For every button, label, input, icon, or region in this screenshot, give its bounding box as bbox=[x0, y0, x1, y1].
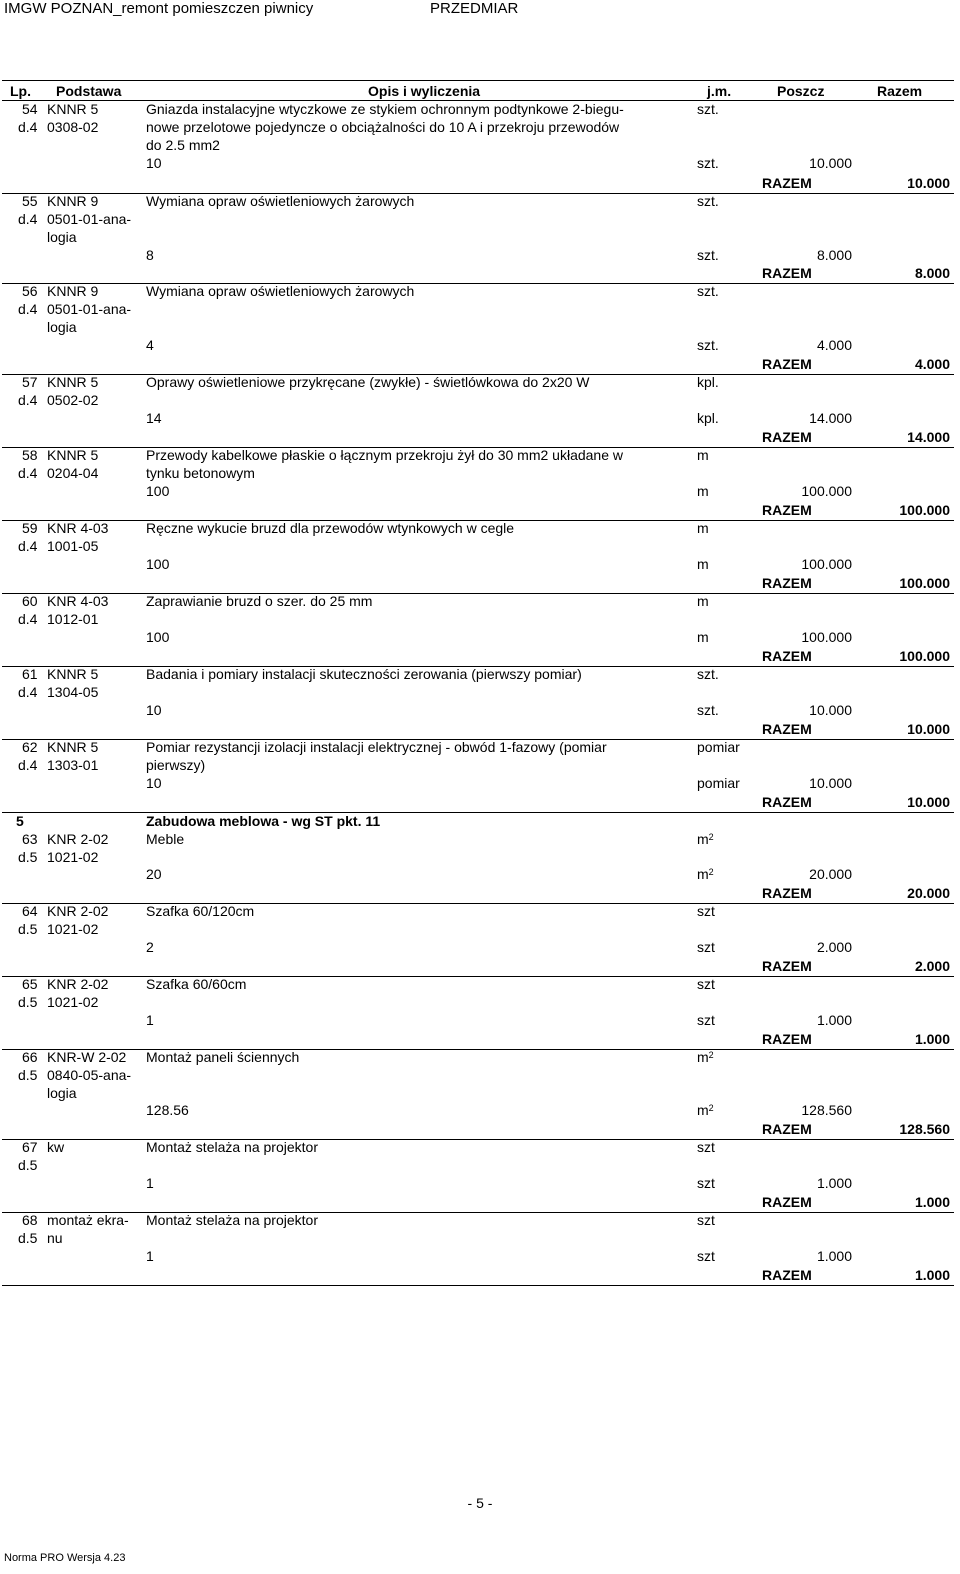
row-basis-cont: logia bbox=[47, 319, 77, 335]
row-basis: KNNR 5 bbox=[47, 374, 99, 390]
row-lp-dept: d.4 bbox=[18, 684, 38, 700]
row-description-line: Szafka 60/120cm bbox=[146, 903, 255, 919]
row-description-line: Wymiana opraw oświetleniowych żarowych bbox=[146, 193, 415, 209]
row-unit: szt bbox=[697, 1212, 715, 1228]
row-razem-label: RAZEM bbox=[762, 265, 812, 281]
row-lp: 65 bbox=[22, 976, 38, 992]
row-description-line: Przewody kabelkowe płaskie o łącznym przekroju żył do 30 mm2 układane w bbox=[146, 447, 623, 463]
row-basis-code: 0502-02 bbox=[47, 392, 99, 408]
row-quantity-expr: 8 bbox=[146, 247, 154, 263]
row-basis: KNR 2-02 bbox=[47, 831, 109, 847]
row-poszcz-value: 10.000 bbox=[809, 702, 852, 718]
row-basis: kw bbox=[47, 1139, 65, 1155]
row-razem-value: 100.000 bbox=[899, 575, 950, 591]
row-basis: KNR 4-03 bbox=[47, 593, 109, 609]
row-basis-code: nu bbox=[47, 1230, 63, 1246]
row-poszcz-value: 128.560 bbox=[801, 1102, 852, 1118]
row-unit: m bbox=[697, 520, 709, 536]
row-separator bbox=[2, 812, 954, 813]
row-razem-value: 1.000 bbox=[914, 1031, 950, 1047]
row-description-line: Montaż paneli ściennych bbox=[146, 1049, 300, 1065]
unit-superscript: 2 bbox=[708, 1103, 714, 1113]
section-title: Zabudowa meblowa - wg ST pkt. 11 bbox=[146, 813, 381, 829]
section-number: 5 bbox=[16, 813, 24, 829]
row-lp: 64 bbox=[22, 903, 38, 919]
row-razem-value: 128.560 bbox=[899, 1121, 950, 1137]
row-separator bbox=[2, 593, 954, 594]
row-lp-dept: d.5 bbox=[18, 1067, 38, 1083]
row-razem-label: RAZEM bbox=[762, 1267, 812, 1283]
row-description-line: pierwszy) bbox=[146, 757, 206, 773]
row-lp: 61 bbox=[22, 666, 38, 682]
row-poszcz-value: 10.000 bbox=[809, 775, 852, 791]
row-separator bbox=[2, 193, 954, 194]
row-poszcz-value: 8.000 bbox=[816, 247, 852, 263]
row-razem-label: RAZEM bbox=[762, 429, 812, 445]
row-description-line: tynku betonowym bbox=[146, 465, 255, 481]
row-basis-code: 0308-02 bbox=[47, 119, 99, 135]
row-lp-dept: d.5 bbox=[18, 1230, 38, 1246]
row-poszcz-value: 100.000 bbox=[801, 556, 852, 572]
row-quantity-unit: szt. bbox=[697, 247, 719, 263]
row-poszcz-value: 1.000 bbox=[816, 1175, 852, 1191]
document-type: PRZEDMIAR bbox=[430, 0, 519, 17]
row-basis: KNNR 5 bbox=[47, 447, 99, 463]
row-quantity-expr: 1 bbox=[146, 1175, 154, 1191]
row-basis: KNNR 5 bbox=[47, 101, 99, 117]
unit-superscript: 2 bbox=[708, 832, 714, 842]
row-quantity-unit: szt. bbox=[697, 337, 719, 353]
row-lp-dept: d.4 bbox=[18, 611, 38, 627]
col-header-razem: Razem bbox=[877, 83, 923, 99]
row-description-line: Gniazda instalacyjne wtyczkowe ze stykiem ochronnym podtynkowe 2-biegu- bbox=[146, 101, 624, 117]
row-basis: KNNR 9 bbox=[47, 283, 99, 299]
row-basis: KNR-W 2-02 bbox=[47, 1049, 127, 1065]
row-lp-dept: d.4 bbox=[18, 465, 38, 481]
row-description-line: Pomiar rezystancji izolacji instalacji elektrycznej - obwód 1-fazowy (pomiar bbox=[146, 739, 607, 755]
row-quantity-expr: 128.56 bbox=[146, 1102, 189, 1118]
unit-superscript: 2 bbox=[708, 1050, 714, 1060]
row-basis: KNR 4-03 bbox=[47, 520, 109, 536]
row-razem-value: 4.000 bbox=[914, 356, 950, 372]
row-razem-value: 20.000 bbox=[907, 885, 950, 901]
row-razem-value: 10.000 bbox=[907, 175, 950, 191]
row-poszcz-value: 1.000 bbox=[816, 1012, 852, 1028]
row-description-line: Szafka 60/60cm bbox=[146, 976, 247, 992]
row-razem-value: 8.000 bbox=[914, 265, 950, 281]
row-basis-code: 1021-02 bbox=[47, 994, 99, 1010]
row-quantity-expr: 1 bbox=[146, 1248, 154, 1264]
row-razem-value: 1.000 bbox=[914, 1267, 950, 1283]
row-lp-dept: d.5 bbox=[18, 1157, 38, 1173]
row-unit: m bbox=[697, 593, 709, 609]
row-unit: kpl. bbox=[697, 374, 719, 390]
row-basis: KNR 2-02 bbox=[47, 903, 109, 919]
row-basis: montaż ekra- bbox=[47, 1212, 129, 1228]
row-basis-code: 1021-02 bbox=[47, 921, 99, 937]
row-quantity-unit: m bbox=[697, 556, 709, 572]
row-quantity-unit: m bbox=[697, 629, 709, 645]
row-basis-code: 0840-05-ana- bbox=[47, 1067, 132, 1083]
row-quantity-unit: szt. bbox=[697, 155, 719, 171]
row-description-line: Meble bbox=[146, 831, 185, 847]
row-poszcz-value: 1.000 bbox=[816, 1248, 852, 1264]
row-description-line: Zaprawianie bruzd o szer. do 25 mm bbox=[146, 593, 373, 609]
row-razem-label: RAZEM bbox=[762, 1194, 812, 1210]
row-quantity-unit: kpl. bbox=[697, 410, 719, 426]
row-lp: 57 bbox=[22, 374, 38, 390]
row-basis: KNNR 5 bbox=[47, 739, 99, 755]
row-lp-dept: d.4 bbox=[18, 392, 38, 408]
row-unit: szt. bbox=[697, 666, 719, 682]
row-separator bbox=[2, 976, 954, 977]
row-unit: szt bbox=[697, 903, 715, 919]
row-description-line: Ręczne wykucie bruzd dla przewodów wtynkowych w cegle bbox=[146, 520, 515, 536]
row-unit: m bbox=[697, 447, 709, 463]
row-poszcz-value: 2.000 bbox=[816, 939, 852, 955]
row-quantity-unit: szt bbox=[697, 1012, 715, 1028]
row-quantity-expr: 100 bbox=[146, 556, 170, 572]
col-header-lp: Lp. bbox=[10, 83, 31, 99]
row-quantity-unit: szt bbox=[697, 939, 715, 955]
col-header-podstawa: Podstawa bbox=[56, 83, 122, 99]
row-basis-cont: logia bbox=[47, 229, 77, 245]
row-basis: KNNR 5 bbox=[47, 666, 99, 682]
row-lp: 62 bbox=[22, 739, 38, 755]
row-razem-label: RAZEM bbox=[762, 502, 812, 518]
row-description-line: nowe przelotowe pojedyncze o obciążalności do 10 A i przekroju przewodów bbox=[146, 119, 620, 135]
row-separator bbox=[2, 903, 954, 904]
row-razem-value: 14.000 bbox=[907, 429, 950, 445]
row-description-line: do 2.5 mm2 bbox=[146, 137, 220, 153]
col-header-jm: j.m. bbox=[707, 83, 732, 99]
row-lp: 54 bbox=[22, 101, 38, 117]
row-razem-label: RAZEM bbox=[762, 885, 812, 901]
row-razem-label: RAZEM bbox=[762, 721, 812, 737]
row-razem-label: RAZEM bbox=[762, 1121, 812, 1137]
row-lp-dept: d.4 bbox=[18, 757, 38, 773]
col-header-opis: Opis i wyliczenia bbox=[368, 83, 481, 99]
row-quantity-unit: m bbox=[697, 483, 709, 499]
row-lp-dept: d.4 bbox=[18, 119, 38, 135]
row-poszcz-value: 100.000 bbox=[801, 483, 852, 499]
row-basis-code: 0501-01-ana- bbox=[47, 301, 132, 317]
row-basis-code: 1012-01 bbox=[47, 611, 99, 627]
row-unit: szt. bbox=[697, 283, 719, 299]
row-lp: 55 bbox=[22, 193, 38, 209]
row-poszcz-value: 14.000 bbox=[809, 410, 852, 426]
row-quantity-expr: 4 bbox=[146, 337, 154, 353]
row-lp-dept: d.5 bbox=[18, 994, 38, 1010]
row-description-line: Wymiana opraw oświetleniowych żarowych bbox=[146, 283, 415, 299]
row-razem-label: RAZEM bbox=[762, 1031, 812, 1047]
row-poszcz-value: 4.000 bbox=[816, 337, 852, 353]
row-razem-label: RAZEM bbox=[762, 356, 812, 372]
row-razem-value: 10.000 bbox=[907, 794, 950, 810]
row-razem-value: 10.000 bbox=[907, 721, 950, 737]
row-lp-dept: d.4 bbox=[18, 211, 38, 227]
row-basis: KNNR 9 bbox=[47, 193, 99, 209]
row-razem-value: 1.000 bbox=[914, 1194, 950, 1210]
row-separator bbox=[2, 1212, 954, 1213]
row-lp: 56 bbox=[22, 283, 38, 299]
row-quantity-unit: pomiar bbox=[697, 775, 740, 791]
row-razem-label: RAZEM bbox=[762, 794, 812, 810]
row-razem-label: RAZEM bbox=[762, 575, 812, 591]
row-razem-label: RAZEM bbox=[762, 958, 812, 974]
document-title: IMGW POZNAN_remont pomieszczen piwnicy bbox=[4, 0, 314, 17]
row-quantity-expr: 2 bbox=[146, 939, 154, 955]
row-quantity-expr: 10 bbox=[146, 775, 162, 791]
footer-note: Norma PRO Wersja 4.23 bbox=[4, 1552, 126, 1564]
row-poszcz-value: 10.000 bbox=[809, 155, 852, 171]
row-description-line: Montaż stelaża na projektor bbox=[146, 1212, 318, 1228]
row-basis-cont: logia bbox=[47, 1085, 77, 1101]
row-razem-value: 100.000 bbox=[899, 648, 950, 664]
row-razem-label: RAZEM bbox=[762, 175, 812, 191]
row-separator bbox=[2, 283, 954, 284]
row-quantity-expr: 100 bbox=[146, 629, 170, 645]
row-quantity-unit: szt bbox=[697, 1175, 715, 1191]
page-header bbox=[0, 0, 960, 20]
row-poszcz-value: 20.000 bbox=[809, 866, 852, 882]
row-quantity-unit: $m^2$ bbox=[697, 866, 714, 882]
row-lp-dept: d.4 bbox=[18, 538, 38, 554]
row-basis-code: 1304-05 bbox=[47, 684, 99, 700]
unit-superscript: 2 bbox=[708, 867, 714, 877]
row-lp: 60 bbox=[22, 593, 38, 609]
table-top-rule bbox=[2, 80, 954, 81]
row-unit: $m^2$ bbox=[697, 831, 714, 847]
row-lp: 63 bbox=[22, 831, 38, 847]
row-quantity-unit: szt bbox=[697, 1248, 715, 1264]
col-header-poszcz: Poszcz bbox=[777, 83, 825, 99]
row-lp: 66 bbox=[22, 1049, 38, 1065]
row-lp-dept: d.4 bbox=[18, 301, 38, 317]
row-lp: 58 bbox=[22, 447, 38, 463]
row-lp-dept: d.5 bbox=[18, 921, 38, 937]
row-description-line: Montaż stelaża na projektor bbox=[146, 1139, 318, 1155]
row-separator bbox=[2, 1285, 954, 1286]
row-description-line: Oprawy oświetleniowe przykręcane (zwykłe) - świetlówkowa do 2x20 W bbox=[146, 374, 590, 390]
row-quantity-unit: $m^2$ bbox=[697, 1102, 714, 1118]
row-unit: szt bbox=[697, 976, 715, 992]
row-lp: 68 bbox=[22, 1212, 38, 1228]
row-unit: szt bbox=[697, 1139, 715, 1155]
row-basis: KNR 2-02 bbox=[47, 976, 109, 992]
row-unit: szt. bbox=[697, 101, 719, 117]
page-number: - 5 - bbox=[467, 1495, 493, 1511]
row-quantity-expr: 10 bbox=[146, 155, 162, 171]
row-separator bbox=[2, 1139, 954, 1140]
row-razem-label: RAZEM bbox=[762, 648, 812, 664]
row-basis-code: 0204-04 bbox=[47, 465, 99, 481]
row-lp: 59 bbox=[22, 520, 38, 536]
row-unit: pomiar bbox=[697, 739, 740, 755]
row-quantity-expr: 100 bbox=[146, 483, 170, 499]
row-quantity-expr: 1 bbox=[146, 1012, 154, 1028]
row-quantity-expr: 10 bbox=[146, 702, 162, 718]
row-unit: szt. bbox=[697, 193, 719, 209]
row-quantity-expr: 20 bbox=[146, 866, 162, 882]
row-basis-code: 1303-01 bbox=[47, 757, 99, 773]
row-quantity-unit: szt. bbox=[697, 702, 719, 718]
row-razem-value: 2.000 bbox=[914, 958, 950, 974]
row-lp: 67 bbox=[22, 1139, 38, 1155]
row-poszcz-value: 100.000 bbox=[801, 629, 852, 645]
row-basis-code: 1001-05 bbox=[47, 538, 99, 554]
row-basis-code: 0501-01-ana- bbox=[47, 211, 132, 227]
row-quantity-expr: 14 bbox=[146, 410, 162, 426]
row-separator bbox=[2, 1049, 954, 1050]
row-description-line: Badania i pomiary instalacji skuteczności zerowania (pierwszy pomiar) bbox=[146, 666, 582, 682]
row-basis-code: 1021-02 bbox=[47, 849, 99, 865]
row-lp-dept: d.5 bbox=[18, 849, 38, 865]
row-razem-value: 100.000 bbox=[899, 502, 950, 518]
row-unit: $m^2$ bbox=[697, 1049, 714, 1065]
